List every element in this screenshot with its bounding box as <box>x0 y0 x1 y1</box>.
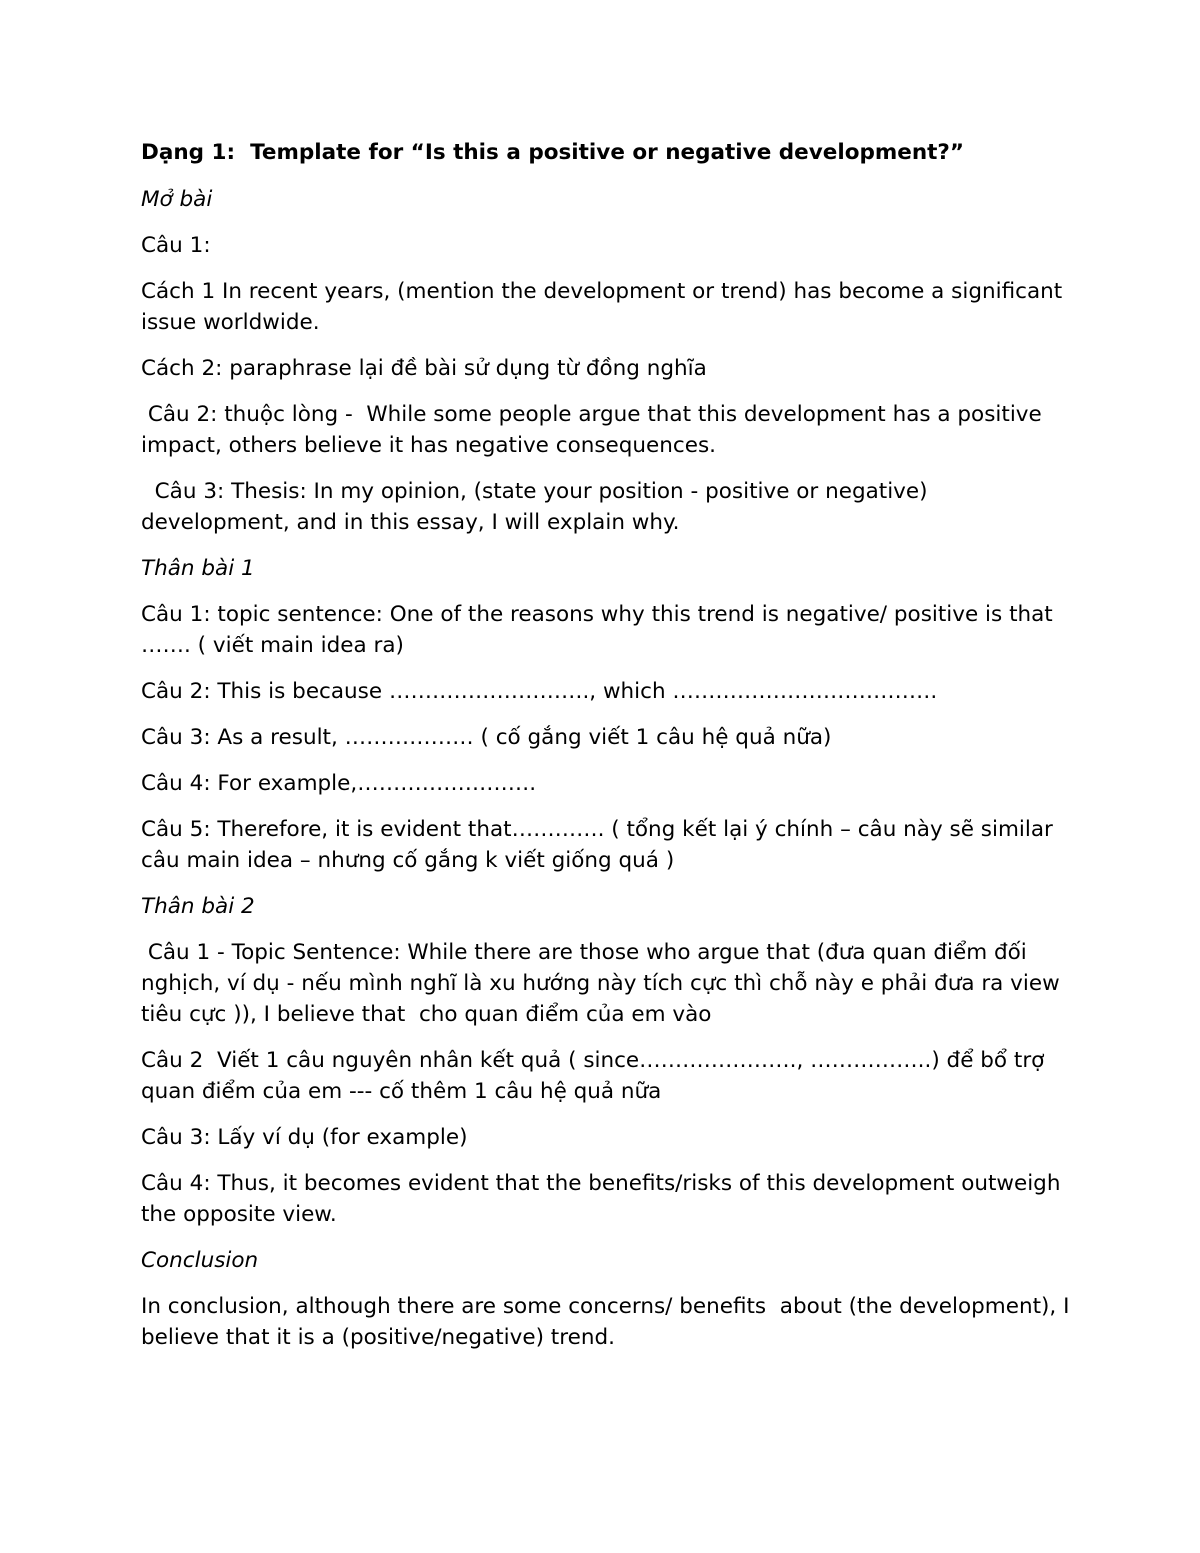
section-heading-than-bai-2: Thân bài 2 <box>141 894 255 919</box>
paragraph: Câu 3: Thesis: In my opinion, (state your position - positive or negative) development, and in this essay, I will explain why. <box>141 479 935 535</box>
paragraph: Câu 1: topic sentence: One of the reasons why this trend is negative/ positive is that ……. ( viết main idea ra) <box>141 602 1067 658</box>
paragraph: Câu 3: As a result, ……………… ( cố gắng viết 1 câu hệ quả nữa) <box>141 725 832 750</box>
paragraph: Câu 4: Thus, it becomes evident that the benefits/risks of this development outweigh the opposite view. <box>141 1171 1068 1227</box>
paragraph: Câu 1 - Topic Sentence: While there are those who argue that (đưa quan điểm đối nghịch, ví dụ - nếu mình nghĩ là xu hướng này tích cực thì chỗ này e phải đưa ra view tiêu cực )), I believe that cho quan điểm của em vào <box>141 940 1067 1027</box>
paragraph: Câu 4: For example,……………………. <box>141 771 537 796</box>
paragraph: Cách 2: paraphrase lại đề bài sử dụng từ đồng nghĩa <box>141 356 707 381</box>
paragraph: Câu 5: Therefore, it is evident that…………. ( tổng kết lại ý chính – câu này sẽ similar câu main idea – nhưng cố gắng k viết giống quá ) <box>141 817 1060 873</box>
document-body <box>141 137 1077 1368</box>
section-heading-conclusion: Conclusion <box>141 1248 259 1273</box>
paragraph: Câu 1: <box>141 233 211 258</box>
document-title: Dạng 1: Template for “Is this a positive or negative development?” <box>141 140 965 165</box>
section-heading-mo-bai: Mở bài <box>141 187 213 212</box>
paragraph: Câu 2: This is because ………………………., which ………………………………. <box>141 679 938 704</box>
paragraph: Câu 3: Lấy ví dụ (for example) <box>141 1125 468 1150</box>
paragraph: Câu 2 Viết 1 câu nguyên nhân kết quả ( since…………………., ……………..) để bổ trợ quan điểm của em --- cố thêm 1 câu hệ quả nữa <box>141 1048 1052 1104</box>
paragraph: In conclusion, although there are some concerns/ benefits about (the development), I believe that it is a (positive/negative) trend. <box>141 1294 1077 1350</box>
section-heading-than-bai-1: Thân bài 1 <box>141 556 255 581</box>
paragraph: Cách 1 In recent years, (mention the development or trend) has become a significant issue worldwide. <box>141 279 1070 335</box>
paragraph: Câu 2: thuộc lòng - While some people argue that this development has a positive impact, others believe it has negative consequences. <box>141 402 1049 458</box>
